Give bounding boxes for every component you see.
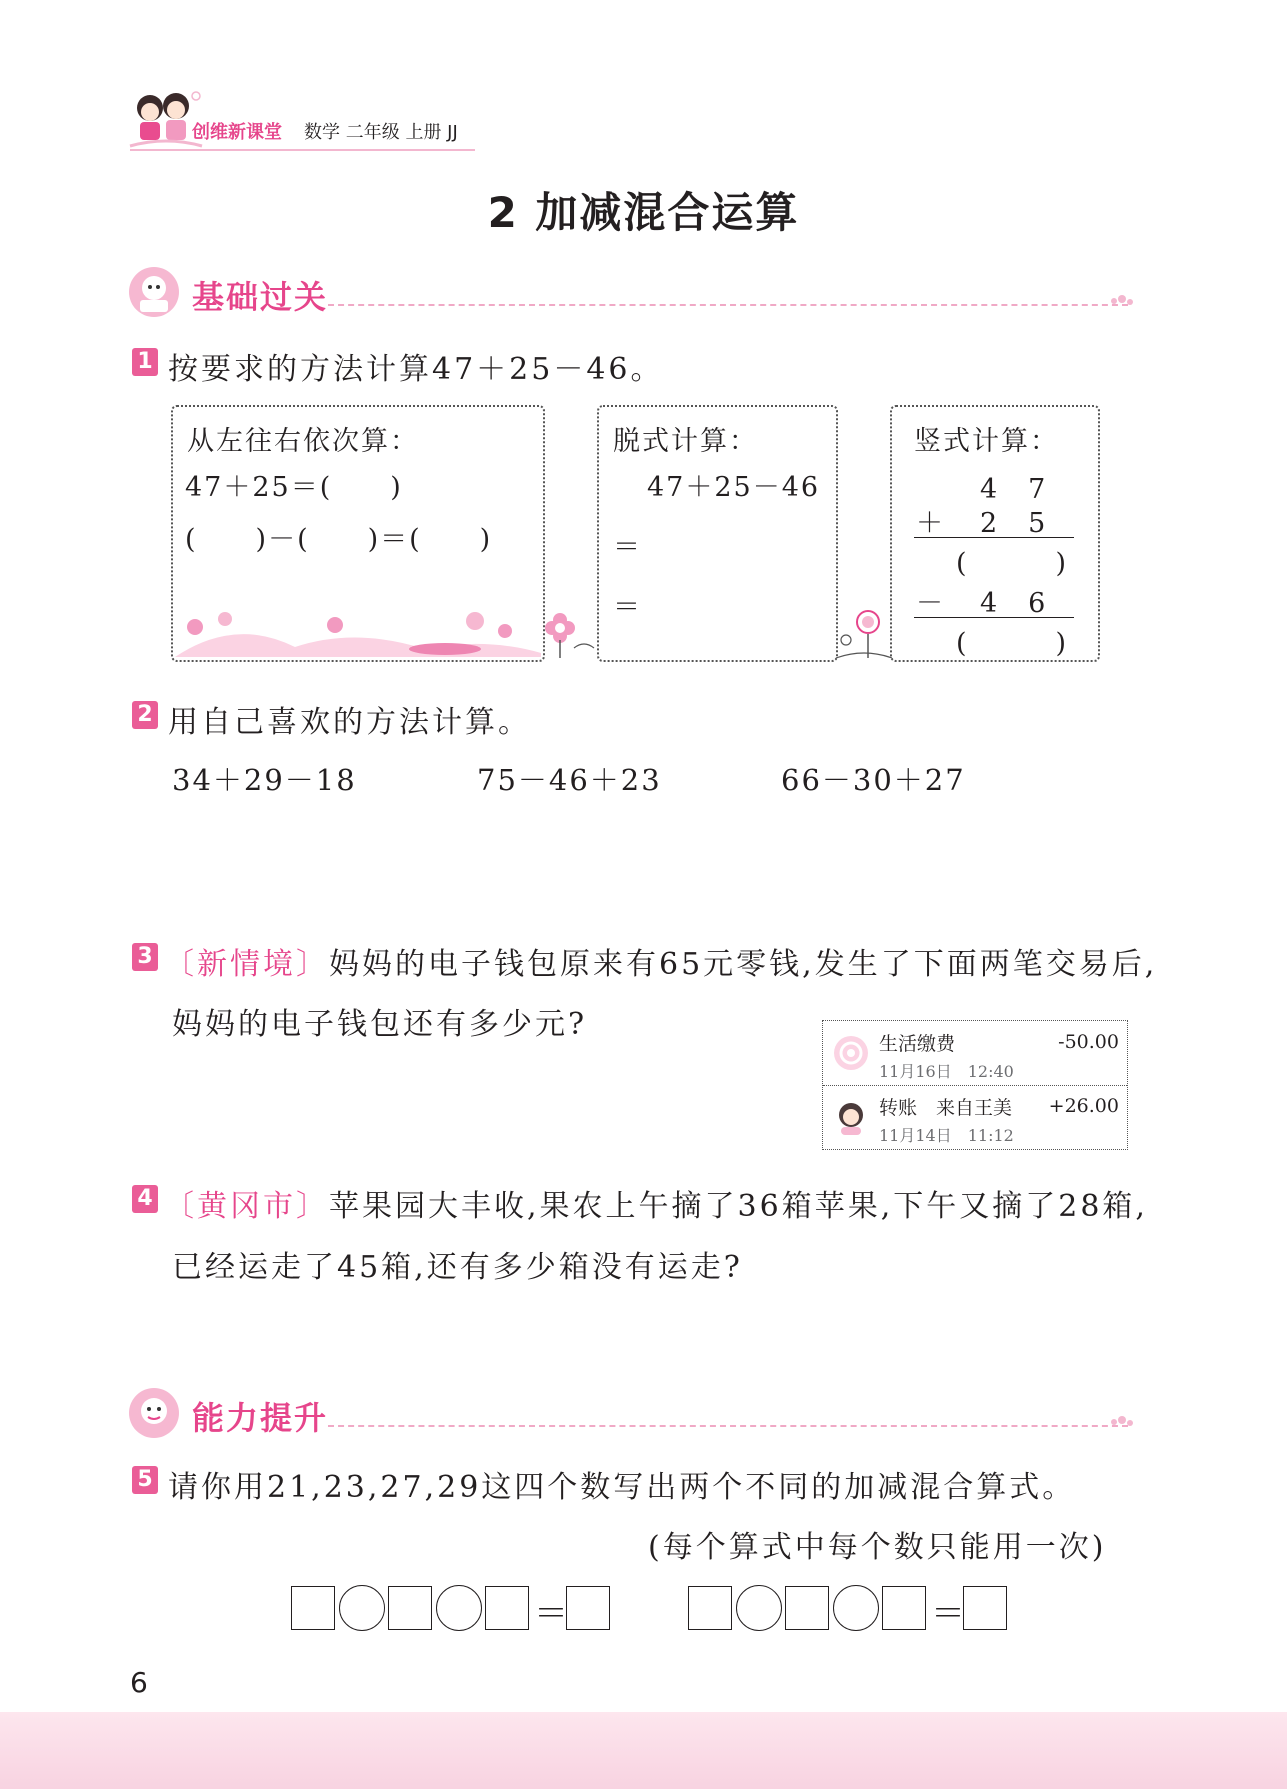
transaction-amount: +26.00 (1048, 1095, 1119, 1117)
number-blank[interactable] (485, 1586, 529, 1630)
minus-sign: － (916, 588, 945, 619)
equals-sign: ＝ (534, 1594, 568, 1634)
transaction-title: 转账 来自王美 (879, 1097, 1013, 1119)
transaction-title: 生活缴费 (879, 1033, 956, 1055)
question-number: 4 (132, 1185, 158, 1213)
calc-expression: 47＋25－46 (647, 472, 821, 503)
question-number: 2 (132, 701, 158, 729)
q2-expression: 34＋29－18 (172, 763, 357, 797)
utility-payment-icon (833, 1035, 869, 1071)
section-basic-header (128, 262, 1128, 322)
wallet-transactions-card (822, 1020, 1128, 1150)
vertical-row: 2 5 (980, 508, 1048, 539)
q4-prompt-line1 (164, 1181, 1148, 1225)
q4-tag: 〔黄冈市〕 (164, 1189, 329, 1224)
mascot-badge-icon (128, 266, 180, 318)
q4-prompt-line2: 已经运走了45箱,还有多少箱没有运走? (172, 1250, 743, 1285)
flower-decoration-icon (175, 597, 541, 657)
section-divider (328, 1425, 1128, 1427)
mascot-badge-icon (128, 1387, 180, 1439)
result-blank[interactable] (566, 1586, 610, 1630)
dots-ornament-icon (1110, 294, 1134, 308)
question-number: 3 (132, 943, 158, 971)
q2-prompt: 用自己喜欢的方法计算。 (168, 705, 531, 740)
q1-box-vertical (890, 405, 1100, 662)
section-advanced-label: 能力提升 (192, 1399, 329, 1437)
number-blank[interactable] (291, 1586, 335, 1630)
box-title: 脱式计算： (613, 426, 758, 457)
q2-expression: 66－30＋27 (781, 763, 966, 797)
difference-line (914, 617, 1074, 618)
avatar-icon (833, 1099, 869, 1135)
q3-prompt-line1 (164, 939, 1157, 983)
transaction-time: 11月14日 11:12 (879, 1126, 1014, 1145)
operator-blank[interactable] (736, 1585, 782, 1631)
equals-sign: ＝ (613, 592, 642, 623)
dots-ornament-icon (1110, 1415, 1134, 1429)
sum-line (914, 537, 1074, 538)
box-title: 竖式计算： (914, 426, 1059, 457)
header-rule (130, 149, 475, 151)
transaction-row (823, 1021, 1127, 1085)
q5-prompt: 请你用21,23,27,29这四个数写出两个不同的加减混合算式。 (168, 1470, 1076, 1505)
sunflower-icon (836, 604, 892, 658)
operator-blank[interactable] (436, 1585, 482, 1631)
number-blank[interactable] (688, 1586, 732, 1630)
plus-sign: ＋ (916, 508, 945, 539)
q1-box-left-to-right (171, 405, 545, 662)
q2-expression: 75－46＋23 (477, 763, 662, 797)
box-title: 从左往右依次算： (187, 426, 419, 457)
result-blank[interactable] (963, 1586, 1007, 1630)
number-blank[interactable] (388, 1586, 432, 1630)
calc-line: ( )－( )＝( ) (185, 524, 493, 555)
section-basic-label: 基础过关 (192, 278, 329, 316)
lesson-title: 2 加减混合运算 (487, 188, 800, 237)
book-meta: 数学 二年级 上册 JJ (304, 122, 458, 143)
operator-blank[interactable] (339, 1585, 385, 1631)
equals-sign: ＝ (613, 532, 642, 563)
q3-prompt-line2: 妈妈的电子钱包还有多少元? (172, 1007, 588, 1042)
transaction-row (823, 1085, 1127, 1149)
number-blank[interactable] (785, 1586, 829, 1630)
vertical-row: 4 6 (980, 588, 1048, 619)
brand-name: 创维新课堂 (192, 122, 282, 143)
vertical-row: 4 7 (980, 474, 1048, 505)
q5-note: (每个算式中每个数只能用一次) (648, 1530, 1107, 1565)
question-number: 5 (132, 1466, 158, 1494)
q1-box-step-by-step (597, 405, 838, 662)
transaction-time: 11月16日 12:40 (879, 1062, 1014, 1081)
page-number: 6 (130, 1666, 148, 1699)
answer-blank: ( ) (956, 628, 1069, 659)
section-advanced-header (128, 1383, 1128, 1443)
bottom-decoration-band (0, 1712, 1287, 1789)
calc-line: 47＋25＝( ) (185, 472, 403, 503)
operator-blank[interactable] (833, 1585, 879, 1631)
equals-sign: ＝ (931, 1594, 965, 1634)
section-divider (328, 304, 1128, 306)
q3-tag: 〔新情境〕 (164, 947, 329, 982)
question-number: 1 (132, 348, 158, 376)
q3-text: 妈妈的电子钱包原来有65元零钱,发生了下面两笔交易后, (329, 947, 1158, 982)
transaction-amount: -50.00 (1058, 1031, 1119, 1053)
number-blank[interactable] (882, 1586, 926, 1630)
q1-prompt: 按要求的方法计算47＋25－46。 (168, 352, 664, 387)
q4-text: 苹果园大丰收,果农上午摘了36箱苹果,下午又摘了28箱, (329, 1189, 1148, 1224)
flower-icon (540, 600, 600, 658)
answer-blank: ( ) (956, 548, 1069, 579)
